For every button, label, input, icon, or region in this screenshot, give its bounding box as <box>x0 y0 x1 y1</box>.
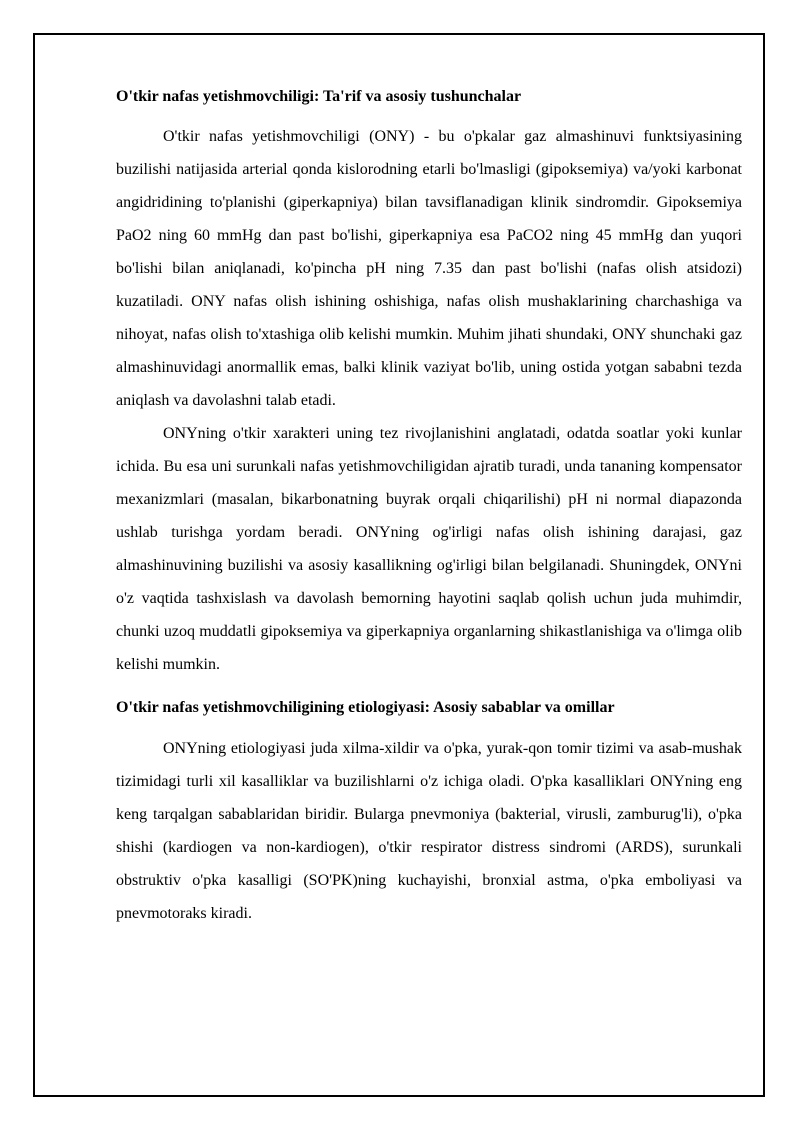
paragraph-definition: O'tkir nafas yetishmovchiligi (ONY) - bu o'pkalar gaz almashinuvi funktsiyasining buzilishi natijasida arterial qonda kislorodning etarli bo'lmasligi (gipoksemiya) va/yoki karbonat angidridining to'planishi (giperkapniya) bilan tavsiflanadigan klinik sindromdir. Gipoksemiya PaO2 ning 60 mmHg dan past bo'lishi, giperkapniya esa PaCO2 ning 45 mmHg dan yuqori bo'lishi bilan aniqlanadi, ko'pincha pH ning 7.35 dan past bo'lishi (nafas olish atsidozi) kuzatiladi. ONY nafas olish ishining oshishiga, nafas olish mushaklarining charchashiga va nihoyat, nafas olish to'xtashiga olib kelishi mumkin. Muhim jihati shundaki, ONY shunchaki gaz almashinuvidagi anormallik emas, balki klinik vaziyat bo'lib, uning ostida yotgan sababni tezda aniqlash va davolashni talab etadi. <box>116 128 742 409</box>
section-heading-etiology: O'tkir nafas yetishmovchiligining etiologiyasi: Asosiy sabablar va omillar <box>116 699 615 716</box>
paragraph-acute-character: ONYning o'tkir xarakteri uning tez rivojlanishini anglatadi, odatda soatlar yoki kunlar ichida. Bu esa uni surunkali nafas yetishmovchiligidan ajratib turadi, unda tananing kompensator mexanizmlari (masalan, bikarbonatning buyrak orqali chiqarilishi) pH ni normal diapazonda ushlab turishga yordam beradi. ONYning og'irligi nafas olish ishining darajasi, gaz almashinuvining buzilishi va asosiy kasallikning og'irligi bilan belgilanadi. Shuningdek, ONYni o'z vaqtida tashxislash va davolash bemorning hayotini saqlab qolish uchun juda muhimdir, chunki uzoq muddatli gipoksemiya va giperkapniya organlarning shikastlanishiga va o'limga olib kelishi mumkin. <box>116 425 742 673</box>
document-body <box>116 85 742 930</box>
section-heading-definition: O'tkir nafas yetishmovchiligi: Ta'rif va asosiy tushunchalar <box>116 88 522 105</box>
paragraph-etiology: ONYning etiologiyasi juda xilma-xildir va o'pka, yurak-qon tomir tizimi va asab-mushak tizimidagi turli xil kasalliklar va buzilishlarni o'z ichiga oladi. O'pka kasalliklari ONYning eng keng tarqalgan sabablaridan biridir. Bularga pnevmoniya (bakterial, virusli, zamburug'li), o'pka shishi (kardiogen va non-kardiogen), o'tkir respirator distress sindromi (ARDS), surunkali obstruktiv o'pka kasalligi (SO'PK)ning kuchayishi, bronxial astma, o'pka emboliyasi va pnevmotoraks kiradi. <box>116 740 742 922</box>
